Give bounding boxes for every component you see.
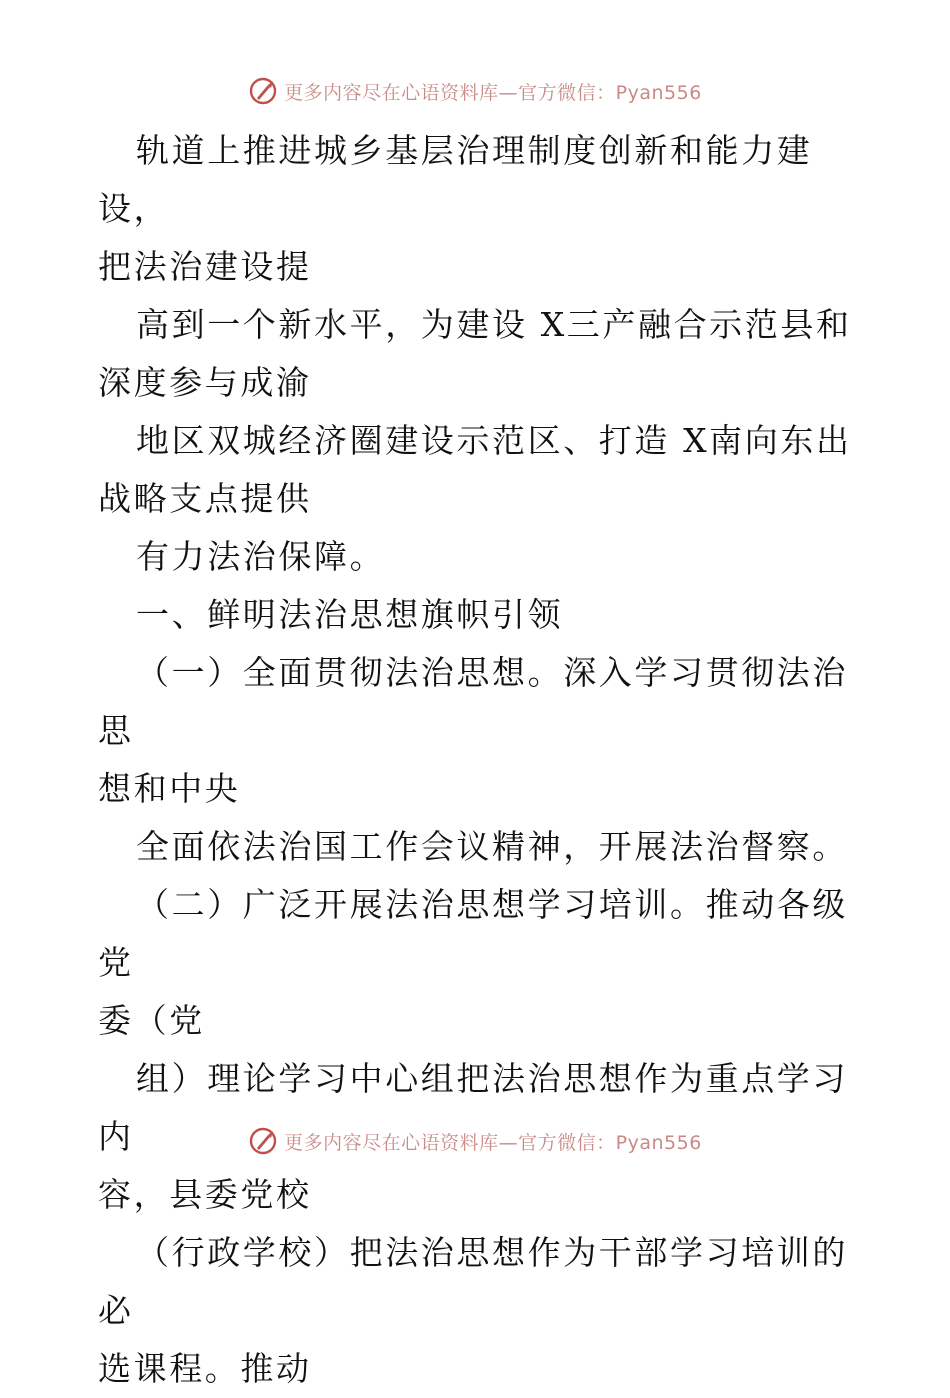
watermark-text: 更多内容尽在心语资料库—官方微信：Pyan556 xyxy=(284,1131,702,1154)
text-line: 战略支点提供 xyxy=(98,479,312,518)
text-line: 高到一个新水平，为建设 X三产融合示范县和 xyxy=(136,305,852,344)
text-line: 深度参与成渝 xyxy=(98,363,312,402)
watermark-text: 更多内容尽在心语资料库—官方微信：Pyan556 xyxy=(284,81,702,104)
text-line: 把法治建设提 xyxy=(98,247,312,286)
text-line: 轨道上推进城乡基层治理制度创新和能力建设， xyxy=(98,131,813,228)
footer-watermark xyxy=(0,1124,950,1158)
text-line: 组）理论学习中心组把法治思想作为重点学习内 xyxy=(98,1059,848,1156)
text-line: 有力法治保障。 xyxy=(136,537,386,576)
text-line: 想和中央 xyxy=(98,769,241,808)
quill-logo-icon xyxy=(248,76,278,106)
text-line: 选课程。推动 xyxy=(98,1349,312,1388)
text-line: 地区双城经济圈建设示范区、打造 X南向东出 xyxy=(136,421,852,460)
text-line: 容，县委党校 xyxy=(98,1175,312,1214)
quill-logo-icon xyxy=(248,1126,278,1156)
header-watermark xyxy=(0,74,950,108)
document-body xyxy=(98,122,858,1398)
text-line: （行政学校）把法治思想作为干部学习培训的必 xyxy=(98,1233,848,1330)
text-line: （一）全面贯彻法治思想。深入学习贯彻法治思 xyxy=(98,653,848,750)
text-line: （二）广泛开展法治思想学习培训。推动各级党 xyxy=(98,885,848,982)
text-line: 全面依法治国工作会议精神，开展法治督察。 xyxy=(136,827,848,866)
text-line: 委（党 xyxy=(98,1001,205,1040)
text-line: 一、鲜明法治思想旗帜引领 xyxy=(136,595,564,634)
